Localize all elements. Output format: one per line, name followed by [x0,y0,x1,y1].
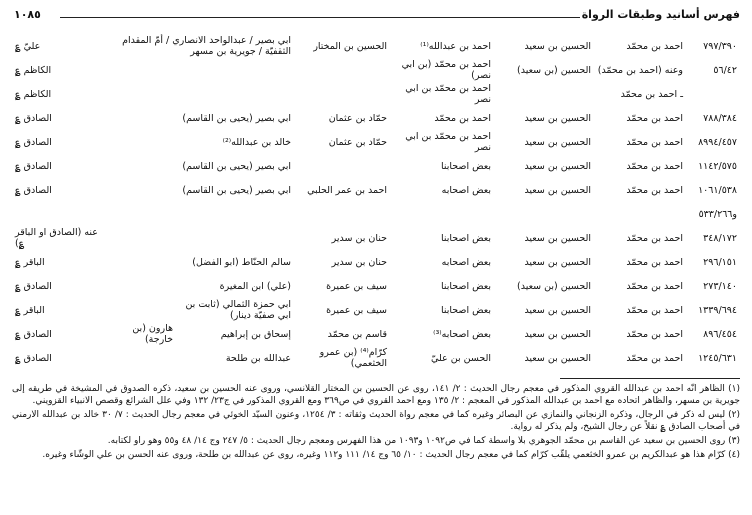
narrator-name: ابي حمزة الثمالي (ثابت بن ابي صفيّة دينار) [185,299,291,321]
narrator-name: احمد بن محمّد [626,304,683,316]
table-row [12,154,740,178]
narrator-name: كرّام⁽⁴⁾ (بن عمرو الخثعمي) [319,347,387,369]
narrator-name: الحسين بن سعيد [524,184,591,196]
narrator-name: ابي بصير (يحيى بن القاسم) [182,184,291,196]
narrator-name: احمد بن عبدالله⁽¹⁾ [420,40,491,52]
imam-name: الصادق ؏ [15,160,52,172]
narrator-name [112,274,176,298]
narrator-name: بعض اصحابنا [440,280,491,292]
footnote-2: (٢) ليس له ذكر في الرجال، وذكره الزنجاني والنمازي عن البصائر وغيره كما في معجم رواة الحديث وثقاته : ٣/ ١٢٥٤، وعنون السيّد الخوئي في معجم رجال الحديث : ٧/ ٣٠ خالد بن عبدالله الارمني في أصحاب الصادق ؏ نقلاً عن رجال الشيخ، ولم يذكر له رواية. [12,410,740,432]
hadith-reference: ١٠٦١/٥٣٨ [698,184,737,196]
hadith-reference: ١٢٤٥/٦٣١ [698,352,737,364]
narrator-name [294,154,390,178]
narrator-name: احمد بن محمّد [626,352,683,364]
hadith-reference: ١٣٣٩/٦٩٤ [698,304,737,316]
narrator-name [112,82,176,106]
imam-name: الكاظم ؏ [15,88,52,100]
table-row [12,178,740,202]
hadith-reference: ٧٩٧/٣٩٠ [703,40,737,52]
narrator-name [176,202,294,226]
hadith-reference: ١١٤٢/٥٧٥ [698,160,737,172]
narrator-name: احمد بن محمّد [626,184,683,196]
narrator-name: احمد بن عمر الحلبي [307,184,387,196]
running-title: فهرس أسانيد وطبقات الرواة [581,8,740,21]
narrator-name: الحسين (بن سعيد) [517,64,591,76]
narrator-name: الحسين (بن سعيد) [517,280,591,292]
narrator-name: حمّاد بن عثمان [328,112,387,124]
narrator-name: احمد بن محمّد [626,136,683,148]
narrator-name: احمد بن محمّد [434,112,491,124]
footnote-separator [560,378,740,379]
header-rule [60,17,580,18]
narrator-name: هارون (بن خارجة) [132,323,173,345]
hadith-reference: ٣٤٨/١٧٢ [703,232,737,244]
narrator-name [390,202,494,226]
hadith-reference: ٨٩٩٤/٤٥٧ [698,136,737,148]
imam-name: الكاظم ؏ [15,64,52,76]
narrator-name [112,154,176,178]
narrator-name: عبدالله بن طلحة [225,352,291,364]
narrator-name: الحسن بن عليّ [430,352,491,364]
narrator-name: احمد بن محمّد [626,280,683,292]
narrator-name: بعض اصحابه⁽³⁾ [433,328,491,340]
imam-name: الصادق ؏ [15,328,52,340]
narrator-name: قاسم بن محمّد [327,328,387,340]
hadith-reference: ٥٦/٤٢ [713,64,737,76]
imam-name: عنه (الصادق او الباقر ؏) [15,227,98,249]
narrator-name: بعض اصحابه [441,256,491,268]
hadith-reference: ٨٩٦/٤٥٤ [703,328,737,340]
table-row [12,250,740,274]
hadith-reference: ٢٩٦/١٥١ [703,256,737,268]
narrator-name: ابي بصير (يحيى بن القاسم) [182,160,291,172]
page-number: ١٠٨٥ [14,8,41,21]
narrator-name [112,346,176,370]
narrator-name: بعض اصحابنا [440,232,491,244]
hadith-reference: و٥٣٣/٢٦٦ [698,208,737,220]
table-row [12,226,740,250]
imam-name: الصادق ؏ [15,280,52,292]
narrator-name: خالد بن عبدالله⁽²⁾ [222,136,291,148]
narrator-name [112,298,176,322]
narrator-name: سيف بن عميرة [326,304,387,316]
table-row [12,82,740,106]
narrator-name: الحسين بن سعيد [524,232,591,244]
narrator-name: احمد بن محمّد [626,232,683,244]
footnote-3: (٣) روى الحسين بن سعيد عن القاسم بن محمّد الجوهري بلا واسطة كما في ص١٠٩٢ و١٠٩٣ من هذا الفهرس ومعجم رجال الحديث : ٥/ ٢٤٧ وج ١٤/ ٤٨ و٥٥ وهو راو لكتابه. [107,436,740,446]
imam-name: الصادق ؏ [15,184,52,196]
narrator-name: الحسين بن سعيد [524,136,591,148]
hadith-reference: ٢٧٣/١٤٠ [703,280,737,292]
narrator-name [112,58,176,82]
hadith-reference [686,82,740,106]
table-row [12,298,740,322]
imam-name: الباقر ؏ [15,304,45,316]
imam-name: الصادق ؏ [15,136,52,148]
narrator-name: احمد بن محمّد [626,40,683,52]
narrator-name: احمد بن محمّد (بن ابي نصر) [401,59,491,81]
narrator-name: ـ احمد بن محمّد [620,88,683,100]
footnotes [12,378,740,463]
narrator-name: بعض اصحابنا [440,160,491,172]
narrator-name: احمد بن محمّد [626,256,683,268]
table-row [12,346,740,370]
narrator-name: وعنه (احمد بن محمّد) [597,64,683,76]
narrator-name: حنان بن سدير [331,256,387,268]
narrator-name: الحسين بن سعيد [524,112,591,124]
narrator-name: الحسين بن سعيد [524,328,591,340]
table-row [12,58,740,82]
narrator-name [176,82,294,106]
narrator-name [112,202,176,226]
narrator-name [112,250,176,274]
narrator-name: احمد بن محمّد [626,112,683,124]
narrator-name: احمد بن محمّد [626,160,683,172]
narrator-name [294,82,390,106]
narrator-name [112,178,176,202]
narrator-name: الحسين بن المختار [313,40,387,52]
narrator-name: سالم الحنّاط (ابو الفضل) [192,256,291,268]
narrator-name: احمد بن محمّد بن ابي نصر [405,131,491,153]
narrator-name: إسحاق بن إبراهيم [220,328,291,340]
narrator-name: (علي) ابن المغيرة [219,280,291,292]
narrator-name: سيف بن عميرة [326,280,387,292]
narrator-name: بعض اصحابنا [440,304,491,316]
imam-name: عليّ ؏ [15,40,41,52]
narrator-name [594,202,686,226]
narrator-name [294,58,390,82]
narrator-name: بعض اصحابه [441,184,491,196]
narrator-name: الحسين بن سعيد [524,256,591,268]
narrator-name [494,202,594,226]
narrator-name [294,202,390,226]
table-row [12,106,740,130]
narrator-name: الحسين بن سعيد [524,160,591,172]
narrator-name: الحسين بن سعيد [524,40,591,52]
narrator-name [112,106,176,130]
table-row [12,130,740,154]
imam-name [12,202,112,226]
imam-name: الباقر ؏ [15,256,45,268]
narrator-name [176,226,294,250]
narrator-name: احمد بن محمّد بن ابي نصر [405,83,491,105]
table-row [12,202,740,226]
narrator-name: ابي بصير (يحيى بن القاسم) [182,112,291,124]
narrator-name: الحسين بن سعيد [524,304,591,316]
imam-name: الصادق ؏ [15,352,52,364]
narrator-name: حنان بن سدير [331,232,387,244]
narrator-name: الحسين بن سعيد [524,352,591,364]
hadith-reference: ٧٨٨/٣٨٤ [703,112,737,124]
narrator-name [494,82,594,106]
footnote-1: (١) الظاهر انّه احمد بن عبدالله القروي المذكور في معجم رجال الحديث : ٢/ ١٤١، روى عن الحسين بن المختار القلانسي، وروى عنه الحسين بن سعيد، ذكره الصدوق في المشيخة في طريقه إلى جويرية بن مسهر، والظاهر اتحاده مع احمد بن عبدالله المذكور في المعجم : ٢/ ١٣٥ ومع احمد القروي في ص٣٦٩ ومع القروي المذكور في ج٢٣/ ١٣٢ وفي علل الشرائع وقصص الانبياء القزويني. [12,384,740,406]
narrator-name: حمّاد بن عثمان [328,136,387,148]
table-row [12,274,740,298]
narrator-name [112,226,176,250]
chain-table [12,34,740,370]
imam-name: الصادق ؏ [15,112,52,124]
table-row [12,34,740,58]
narrator-name: ابي بصير / عبدالواحد الانصاري / أمّ المقدام الثقفيّة / جويرية بن مسهر [122,35,291,57]
footnote-4: (٤) كرّام هذا هو عبدالكريم بن عمرو الخثعمي يلقّب كرّام كما في معجم رجال الحديث : ١٠/ ٦٥ وج ١٤/ ١١١ و١١٢ وغيره، روى عن عبدالله بن طلحة، وروى عنه الحسن بن علي الوشّاء وغيره. [42,450,740,460]
narrator-name: احمد بن محمّد [626,328,683,340]
narrator-name [176,58,294,82]
table-row [12,322,740,346]
narrator-name [112,130,176,154]
